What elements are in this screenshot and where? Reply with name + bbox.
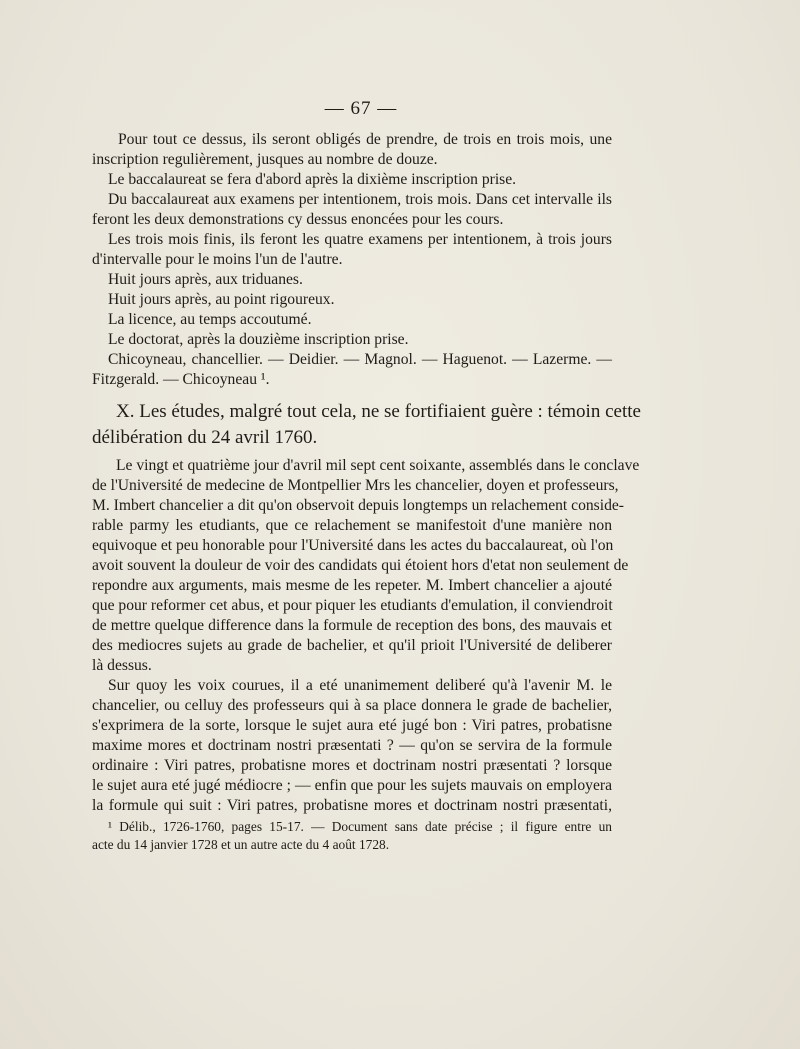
text-line: d'intervalle pour le moins l'un de l'autre.	[92, 251, 343, 268]
footnote-line: acte du 14 janvier 1728 et un autre acte du 4 août 1728.	[92, 837, 390, 852]
text-line: que pour reformer cet abus, et pour piquer les etudiants d'emulation, il conviendroit	[92, 597, 613, 614]
text-line: La licence, au temps accoutumé.	[108, 311, 312, 328]
text-line: maxime mores et doctrinam nostri præsentati ? — qu'on se servira de la formule	[92, 737, 612, 754]
text-line: inscription regulièrement, jusques au nombre de douze.	[92, 151, 438, 168]
text-line: Le baccalaureat se fera d'abord après la dixième inscription prise.	[108, 171, 517, 188]
text-line: de l'Université de medecine de Montpellier Mrs les chancelier, doyen et professeurs,	[92, 477, 619, 494]
page-number: — 67 —	[324, 98, 398, 119]
text-line: Fitzgerald. — Chicoyneau ¹.	[92, 371, 270, 388]
text-line: Huit jours après, aux triduanes.	[108, 271, 303, 288]
text-line: la formule qui suit : Viri patres, probatisne mores et doctrinam nostri præsentati,	[92, 797, 612, 814]
text-line: de mettre quelque difference dans la formule de reception des bons, des mauvais et	[92, 617, 612, 634]
text-line: Huit jours après, au point rigoureux.	[108, 291, 335, 308]
text-line: Les trois mois finis, ils feront les quatre examens per intentionem, à trois jours	[108, 231, 612, 248]
text-line: Sur quoy les voix courues, il a eté unanimement deliberé qu'à l'avenir M. le	[108, 677, 612, 694]
text-line: chancelier, ou celluy des professeurs qui à sa place donnera le grade de bachelier,	[92, 697, 612, 714]
text-line: Chicoyneau, chancellier. — Deidier. — Magnol. — Haguenot. — Lazerme. —	[108, 351, 612, 368]
text-line: Le vingt et quatrième jour d'avril mil sept cent soixante, assemblés dans le conclave	[116, 457, 640, 474]
text-line: avoit souvent la douleur de voir des candidats qui étoient hors d'etat non seulement de	[92, 557, 629, 574]
text-line: ordinaire : Viri patres, probatisne mores et doctrinam nostri præsentati ? lorsque	[92, 757, 612, 774]
text-line: le sujet aura eté jugé médiocre ; — enfin que pour les sujets mauvais on employera	[92, 777, 612, 794]
text-line: s'exprimera de la sorte, lorsque le sujet aura eté jugé bon : Viri patres, probatisne	[92, 717, 612, 734]
text-line: feront les deux demonstrations cy dessus enoncées pour les cours.	[92, 211, 504, 228]
text-line: equivoque et peu honorable pour l'Université dans les actes du baccalaureat, où l'on	[92, 537, 614, 554]
text-line: Pour tout ce dessus, ils seront obligés de prendre, de trois en trois mois, une	[118, 131, 612, 148]
heading-line: délibération du 24 avril 1760.	[92, 427, 318, 448]
text-line: M. Imbert chancelier a dit qu'on observoit depuis longtemps un relachement conside-	[92, 497, 624, 514]
text-line: des mediocres sujets au grade de bachelier, et qu'il prioit l'Université de deliberer	[92, 637, 612, 654]
footnote-line: ¹ Délib., 1726-1760, pages 15-17. — Document sans date précise ; il figure entre un	[108, 819, 612, 834]
text-line: là dessus.	[92, 657, 152, 674]
text-line: Du baccalaureat aux examens per intentionem, trois mois. Dans cet intervalle ils	[108, 191, 612, 208]
text-line: Le doctorat, après la douzième inscription prise.	[108, 331, 409, 348]
text-line: rable parmy les etudiants, que ce relachement se manifestoit d'une manière non	[92, 517, 612, 534]
text-line: repondre aux arguments, mais mesme de les repeter. M. Imbert chancelier a ajouté	[92, 577, 612, 594]
heading-line: X. Les études, malgré tout cela, ne se fortifiaient guère : témoin cette	[116, 401, 641, 422]
